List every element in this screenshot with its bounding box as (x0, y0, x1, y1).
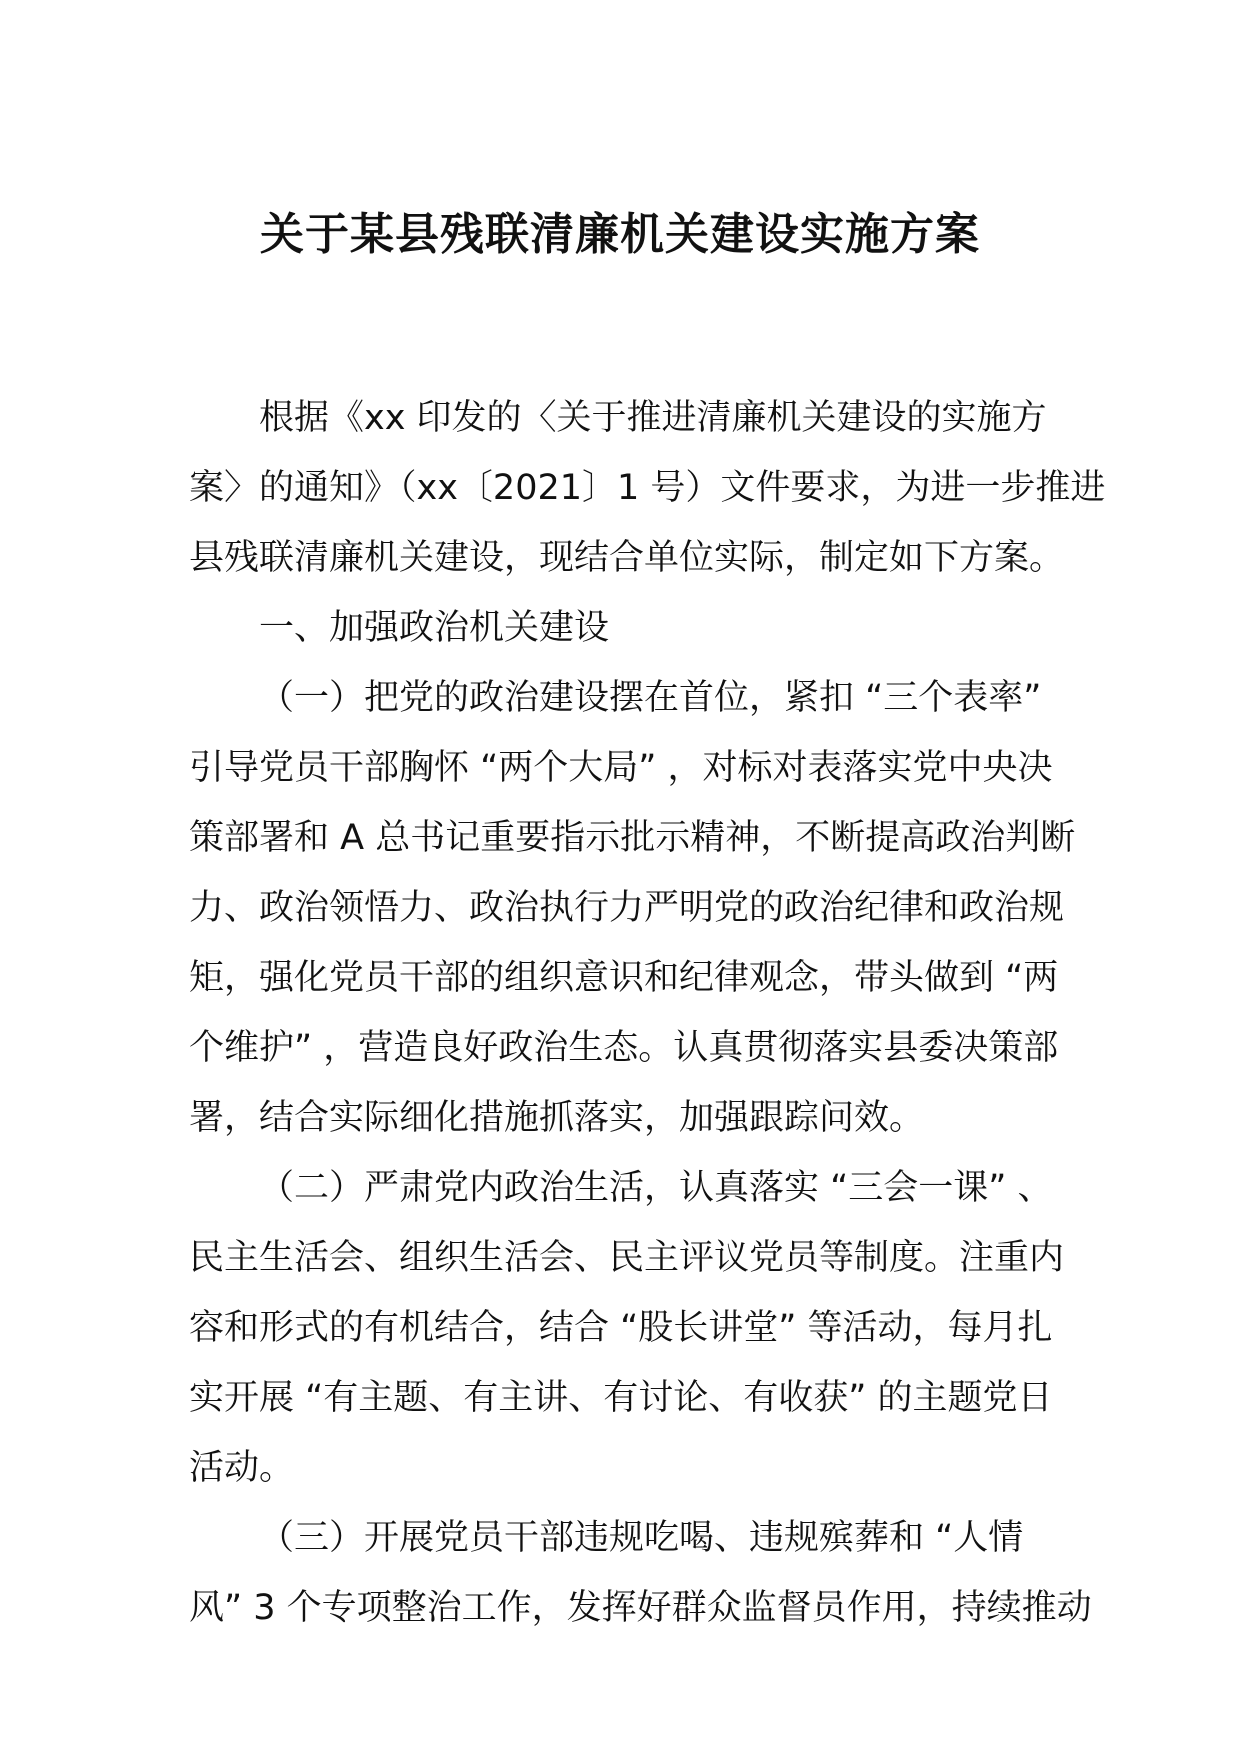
body-line: 根据《xx 印发的〈关于推进清廉机关建设的实施方 (259, 398, 1047, 438)
body-line: 民主生活会、组织生活会、民主评议党员等制度。注重内 (189, 1238, 1065, 1278)
body-line: 县残联清廉机关建设，现结合单位实际，制定如下方案。 (189, 538, 1065, 578)
section-heading: 一、加强政治机关建设 (259, 608, 610, 648)
body-line: 容和形式的有机结合，结合 “股长讲堂” 等活动，每月扎 (189, 1308, 1053, 1348)
body-line: （三）开展党员干部违规吃喝、违规殡葬和 “人情 (259, 1518, 1024, 1558)
document-title: 关于某县残联清廉机关建设实施方案 (260, 209, 980, 260)
body-line: 策部署和 A 总书记重要指示批示精神，不断提高政治判断 (189, 818, 1076, 858)
body-line: 署，结合实际细化措施抓落实，加强跟踪问效。 (189, 1098, 925, 1138)
body-line: 案〉的通知》（xx〔2021〕1 号）文件要求，为进一步推进 (189, 468, 1106, 508)
body-line: 实开展 “有主题、有主讲、有讨论、有收获” 的主题党日 (189, 1378, 1053, 1418)
body-line: 引导党员干部胸怀 “两个大局” ，对标对表落实党中央决 (189, 748, 1053, 788)
body-line: 风” 3 个专项整治工作，发挥好群众监督员作用，持续推动 (189, 1588, 1092, 1628)
body-line: 个维护” ，营造良好政治生态。认真贯彻落实县委决策部 (189, 1028, 1059, 1068)
body-line: 矩，强化党员干部的组织意识和纪律观念，带头做到 “两 (189, 958, 1059, 998)
body-line: 力、政治领悟力、政治执行力严明党的政治纪律和政治规 (189, 888, 1065, 928)
body-line: （一）把党的政治建设摆在首位，紧扣 “三个表率” (259, 678, 1042, 718)
body-line: （二）严肃党内政治生活，认真落实 “三会一课” 、 (259, 1168, 1053, 1208)
document-body (189, 383, 1106, 1643)
body-line: 活动。 (189, 1448, 295, 1488)
